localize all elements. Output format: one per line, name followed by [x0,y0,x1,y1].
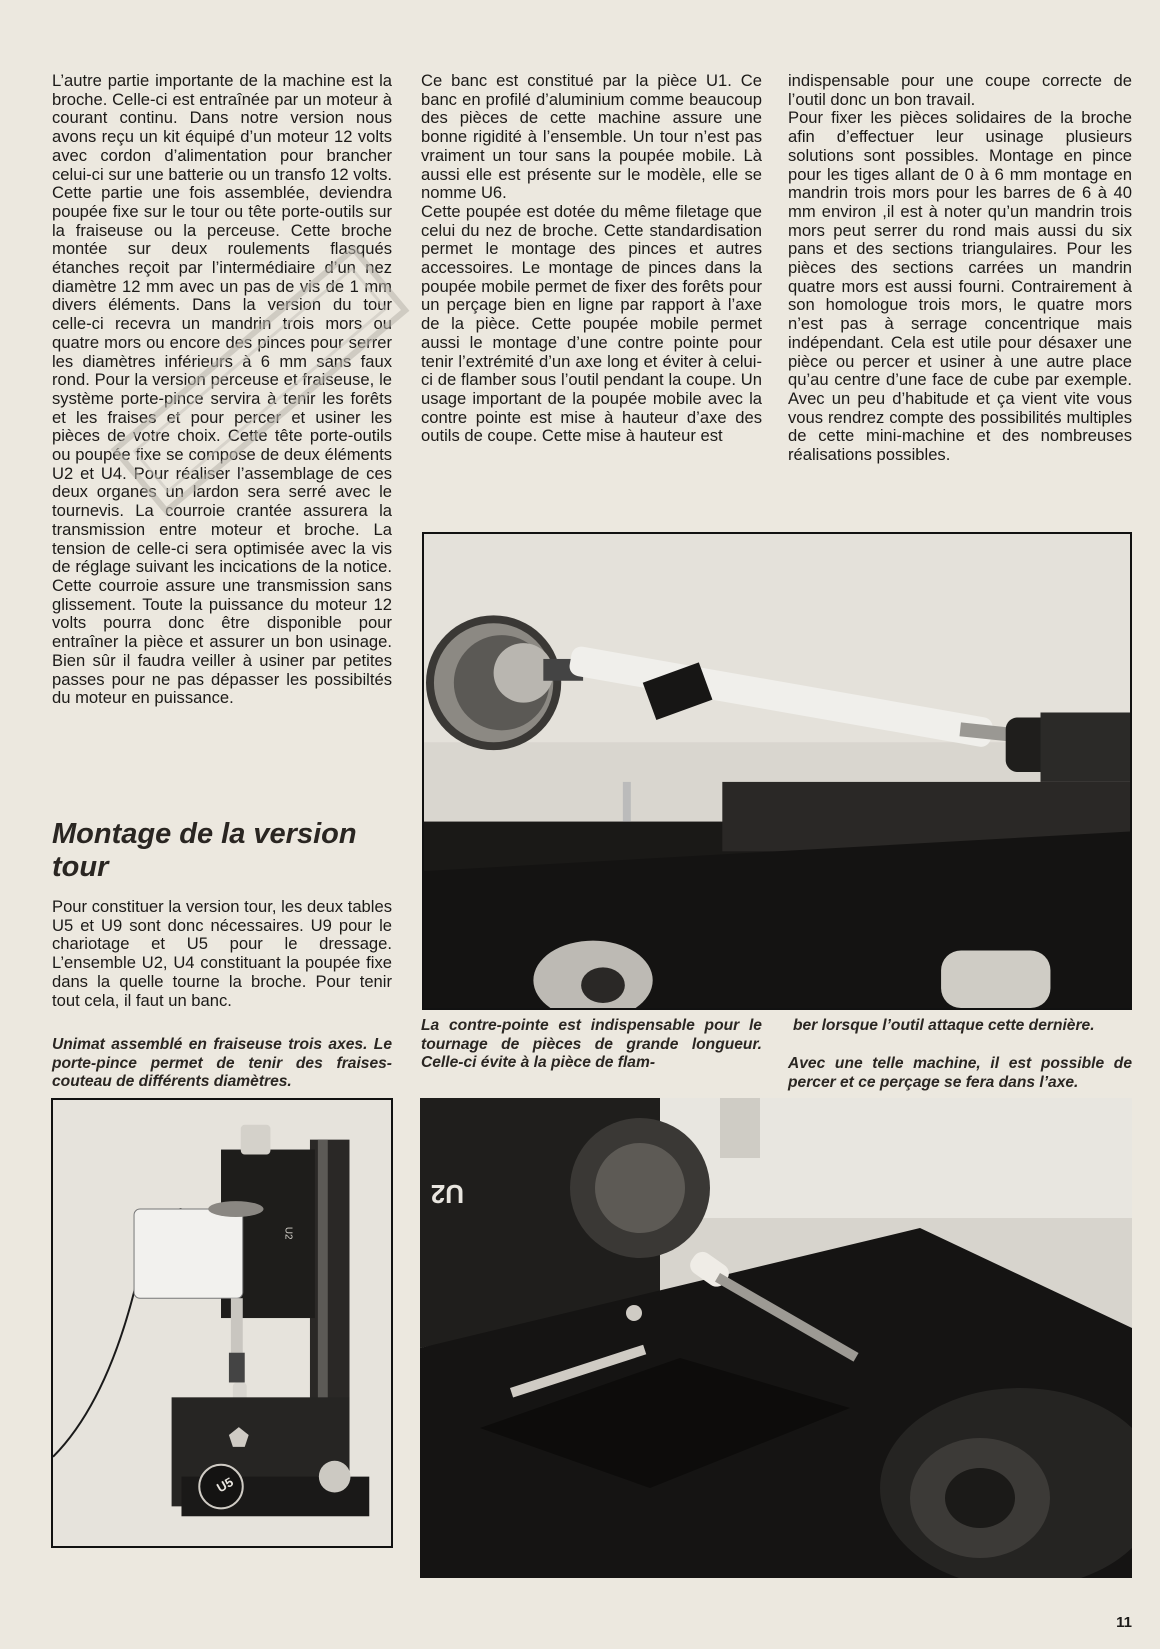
column-1-text-continued [52,898,392,1010]
caption-tailstock-continued: ber lorsque l’outil attaque cette dernière. [793,1017,1095,1034]
column-3-paragraph: indispensable pour une coupe correcte de l’outil donc un bon travail. [788,71,1132,109]
section-heading: Montage de la version tour [52,818,357,883]
u2-label-drilling: U2 [430,1179,464,1209]
lathe-tailstock-photo [422,532,1132,1010]
caption-tailstock: La contre-pointe est indispensable pour le tournage de pièces de grande longueur. Celle-ci évite à la pièce de flam- [421,1017,762,1072]
column-1-paragraph: L’autre partie importante de la machine est la broche. Celle-ci est entraînée par un moteur à courant continu. Dans notre version nous avons reçu un kit équipé d’un moteur 12 volts avec cordon d’alimentation pour brancher celui-ci sur une batterie ou un transfo 12 volts. Cette partie une fois assemblée, deviendra poupée fixe sur le tour ou tête porte-outils sur la fraiseuse ou la perceuse. Cette broche montée sur deux roulements flasqués étanches reçoit par l’intermédiaire d’un nez diamètre 12 mm avec un pas de vis de 1 mm divers éléments. Dans la version du tour celle-ci recevra un mandrin trois mors ou quatre mors ou encore des pinces pour serrer les diamètres inférieurs à 6 mm sans faux rond. Pour la version perceuse et fraiseuse, le système porte-pince servira à tenir les forêts et les fraises et pour percer et usiner les pièces de votre choix. Cette tête porte-outils ou poupée fixe se compose de deux éléments U2 et U4. Pour réaliser l’assemblage de ces deux organes un lardon sera serré avec le tournevis. La courroie crantée assurera la transmission entre moteur et broche. La tension de celle-ci sera optimisée avec la vis de réglage suivant les incications de la notice. Cette courroie assure une transmission sans glissement. Toute la puissance du moteur 12 volts pourra donc être disponible pour entraîner la pièce et assurer un bon usinage. Bien sûr il faudra veiller à usiner par petites passes pour ne pas dépasser les possibiltés du moteur en puissance. [52,71,392,708]
column-2-paragraph-2: Cette poupée est dotée du même filetage que celui du nez de broche. Cette standardisation permet le montage des pinces et autres accessoires. Le montage de pinces dans la poupée mobile permet de fixer des forêts pour un perçage bien en ligne par rapport à l’axe de la pièce. Cette poupée mobile permet aussi le montage d’une contre pointe pour tenir l’extrémité d’un axe long et éviter à celui-ci de flamber sous l’outil pendant la coupe. Un usage important de la poupée mobile avec la contre pointe est mise à hauteur d’axe des outils de coupe. Cette mise à hauteur est [421,201,762,446]
column-3-text [788,72,1132,465]
column-3-paragraph-2: Pour fixer les pièces solidaires de la broche afin d’effectuer leur usinage plusieurs solutions sont possibles. Montage en pince pour les tiges allant de 0 à 6 mm montage en mandrin trois mors pour les barres de 6 à 40 mm environ ,il est à noter qu’un mandrin trois mors peut serrer du rond mais aussi du six pans et des sections triangulaires. Pour les pièces des sections carrées un mandrin quatre mors est aussi fourni. Contrairement à son homologue trois mors, le quatre mors n’est pas à serrage concentrique mais indépendant. Cela est utile pour désaxer une pièce ou percer et usiner à une autre place qu’au centre d’une face de cube par exemple. Avec un peu d’habitude et ça vient vite vous vous rendrez compte des possibilités multiples de cette mini-machine et des nombreuses réalisations possibles. [788,108,1132,465]
page-number: 11 [1116,1614,1132,1631]
column-1-text [52,72,392,708]
column-2-text [421,72,762,446]
caption-drilling: Avec une telle machine, il est possible de percer et ce perçage se fera dans l’axe. [788,1055,1132,1091]
drilling-photo [420,1098,1132,1578]
u2-label-milling: U2 [282,1226,294,1240]
caption-milling-machine: Unimat assemblé en fraiseuse trois axes. Le porte-pince permet de tenir des fraises-couteau de différents diamètres. [52,1036,392,1091]
column-2-paragraph: Ce banc est constitué par la pièce U1. Ce banc en profilé d’aluminium comme beaucoup des pièces de cette machine assure une bonne rigidité à l’ensemble. Un tour n’est pas vraiment un tour sans la poupée mobile. Là aussi elle est présente sur le modèle, elle se nomme U6. [421,71,762,203]
u5-label: U5 [214,1474,236,1496]
milling-machine-photo [51,1098,393,1548]
column-1-paragraph-2: Pour constituer la version tour, les deux tables U5 et U9 sont donc nécessaires. U9 pour le chariotage et U5 pour le dressage. L’ensemble U2, U4 constituant la poupée fixe dans la quelle tourne la broche. Pour tenir tout cela, il faut un banc. [52,897,392,1010]
